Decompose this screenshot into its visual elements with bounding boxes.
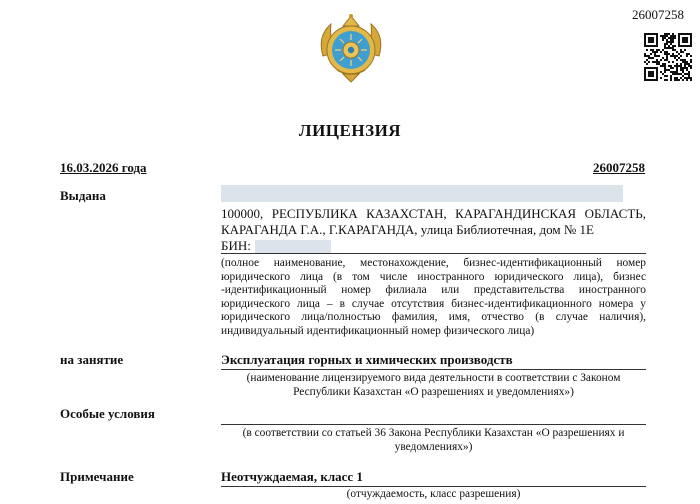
divider-activity [221,369,646,370]
document-number-top: 26007258 [632,7,684,22]
divider-issued-to [221,253,646,254]
activity-note: (наименование лицензируемого вида деятельности в соответствии с Законом Республики Казахстан «О разрешениях и уведомлениях») [246,372,621,398]
divider-remark [221,486,646,487]
document-title: ЛИЦЕНЗИЯ [298,121,402,140]
qr-code-icon [644,33,692,81]
activity-label: на занятие [60,352,124,367]
issued-to-note: (полное наименование, местонахождение, бизнес-идентификационный номер юридического лица (в том числе иностранного юридического лица), бизнес -идентификационный номер филиала или представительства иностранного юридического лица – в случае отсутствия бизнес-идентификационного номера у юридического лица/полностью фамилия, имя, отчество (в случае наличия), индивидуальный идентификационный номер физического лица) [221,257,646,337]
licensee-address: 100000, РЕСПУБЛИКА КАЗАХСТАН, КАРАГАНДИНСКАЯ ОБЛАСТЬ, КАРАГАНДА Г.А., Г.КАРАГАНДА, улица Библиотечная, дом № 1Е [221,206,646,237]
bin-label: БИН: [221,238,251,254]
activity-value: Эксплуатация горных и химических производств [221,352,513,367]
kazakhstan-state-emblem-icon [313,12,389,88]
remark-note: (отчуждаемость, класс разрешения) [346,488,521,500]
special-conditions-note: (в соответствии со статьей 36 Закона Республики Казахстан «О разрешениях и уведомлениях») [242,427,625,453]
bin-row [221,238,331,253]
divider-special-conditions [221,424,646,425]
license-number: 26007258 [593,160,645,175]
special-conditions-label: Особые условия [60,406,155,421]
redacted-bin [255,240,331,253]
redacted-licensee-name [221,185,623,202]
issued-to-label: Выдана [60,188,106,203]
issue-date: 16.03.2026 года [60,160,147,175]
remark-label: Примечание [60,469,134,484]
remark-value: Неотчуждаемая, класс 1 [221,469,363,484]
